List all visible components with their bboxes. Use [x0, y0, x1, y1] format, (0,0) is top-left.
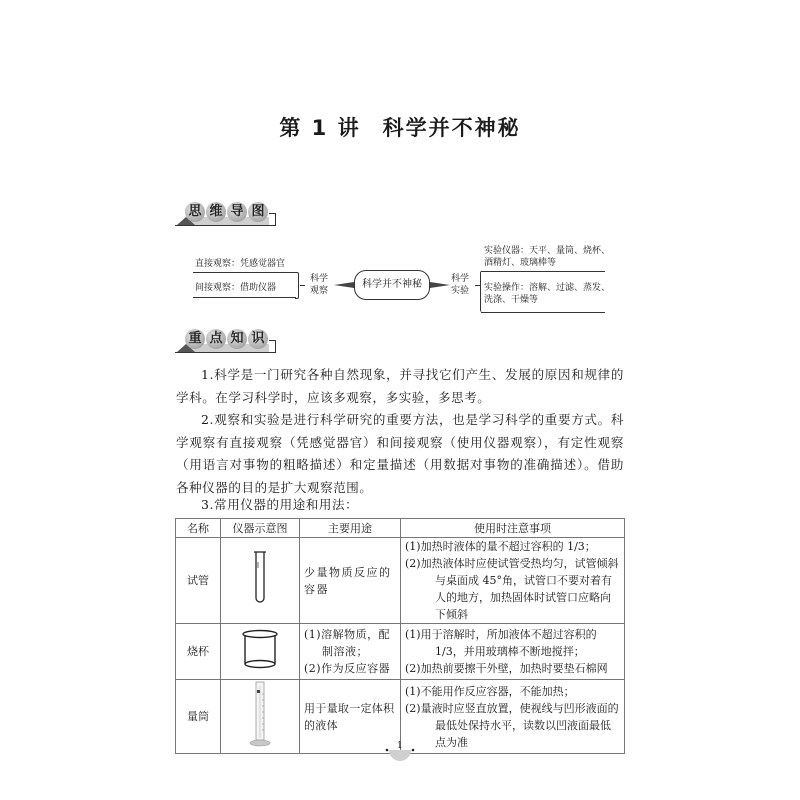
key-point-1: 1.科学是一门研究各种自然现象，并寻找它们产生、发展的原因和规律的学科。在学习科学时，应该多观察，多实验，多思考。: [176, 367, 624, 405]
header-name: 名称: [176, 519, 221, 538]
lesson-topic: 科学并不神秘: [382, 116, 521, 140]
mind-map-divider: [193, 272, 296, 273]
page-number: 1: [397, 741, 403, 751]
beaker-image: [221, 624, 300, 680]
mind-map-divider: [481, 312, 605, 313]
mind-map-left-bracket: [295, 272, 299, 299]
mind-map-center-node: 科学并不神秘: [354, 270, 430, 300]
section-badge-key-points: [175, 327, 275, 353]
instrument-name: 烧杯: [176, 624, 221, 680]
mind-map-divider: [481, 271, 605, 272]
mind-map-right-branch-label: 科学 实验: [450, 274, 469, 296]
key-point-2: 2.观察和实验是进行科学研究的重要方法，也是学习科学的重要方式。科学观察有直接观察（凭感觉器官）和间接观察（使用仪器观察），有定性观察（用语言对事物的粗略描述）和定量描述（用数据对事物的准确描述）。借助各种仪器的目的是扩大观察范围。: [176, 412, 624, 495]
header-use: 主要用途: [300, 519, 401, 538]
instrument-name: 量筒: [176, 680, 221, 754]
mind-map-right-item: 实验仪器：天平、量筒、烧杯、 酒精灯、玻璃棒等: [484, 246, 611, 268]
header-notes: 使用时注意事项: [401, 519, 625, 538]
mind-map-divider: [193, 297, 296, 298]
mind-map-right-wedge: [430, 282, 450, 288]
lesson-number: 第 1 讲: [279, 116, 361, 140]
graduated-cylinder-image: [221, 680, 300, 754]
mind-map-connector: [300, 285, 305, 286]
instrument-notes: (1)用于溶解时，所加液体不超过容积的1/3，并用玻璃棒不断地搅拌； (2)加热前要擦干外壁，加热时要垫石棉网: [401, 624, 625, 680]
header-diagram: 仪器示意图: [221, 519, 300, 538]
key-point-3: 3.常用仪器的用途和用法：: [201, 497, 359, 512]
mind-map-left-branch-label: 科学 观察: [309, 274, 328, 296]
beaker-icon: [240, 628, 280, 670]
badge-char: 知: [227, 329, 247, 349]
badge-char: 思: [185, 202, 205, 222]
graduated-cylinder-icon: [245, 680, 275, 748]
badge-hook: [269, 340, 276, 353]
mind-map-left-item: 直接观察：凭感觉器官: [195, 259, 286, 269]
instrument-notes: (1)加热时液体的量不超过容积的 1/3； (2)加热液体时应使试管受热均匀，试管倾斜与桌面成 45°角，试管口不要对着有人的地方，加热固体时试管口应略向下倾斜: [401, 538, 625, 624]
instrument-notes: (1)不能用作反应容器，不能加热； (2)量液时应竖直放置，使视线与凹形液面的最低处保持水平，读数以凹液面最低点为准: [401, 680, 625, 754]
instrument-table: [175, 518, 625, 754]
test-tube-image: [221, 538, 300, 624]
badge-char: 识: [248, 329, 268, 349]
badge-char: 维: [206, 202, 226, 222]
mind-map-left-item: 间接观察：借助仪器: [195, 283, 277, 293]
mind-map-right-item: 实验操作：溶解、过滤、蒸发、 洗涤、干燥等: [484, 283, 611, 305]
instrument-name: 试管: [176, 538, 221, 624]
table-header-row: [176, 519, 625, 538]
badge-char: 点: [206, 329, 226, 349]
table-row: [176, 538, 625, 624]
instrument-use: 少量物质反应的容器: [300, 538, 401, 624]
badge-char: 导: [227, 202, 247, 222]
mind-map-left-wedge: [334, 282, 354, 288]
badge-char: 重: [185, 329, 205, 349]
instrument-use: (1)溶解物质，配制溶液； (2)作为反应容器: [300, 624, 401, 680]
badge-rule: [175, 352, 275, 353]
badge-char: 图: [248, 202, 268, 222]
table-row: [176, 624, 625, 680]
instrument-use: 用于量取一定体积的液体: [300, 680, 401, 754]
page-number-badge: [378, 741, 422, 766]
test-tube-icon: [250, 548, 270, 608]
mind-map: [0, 0, 800, 320]
